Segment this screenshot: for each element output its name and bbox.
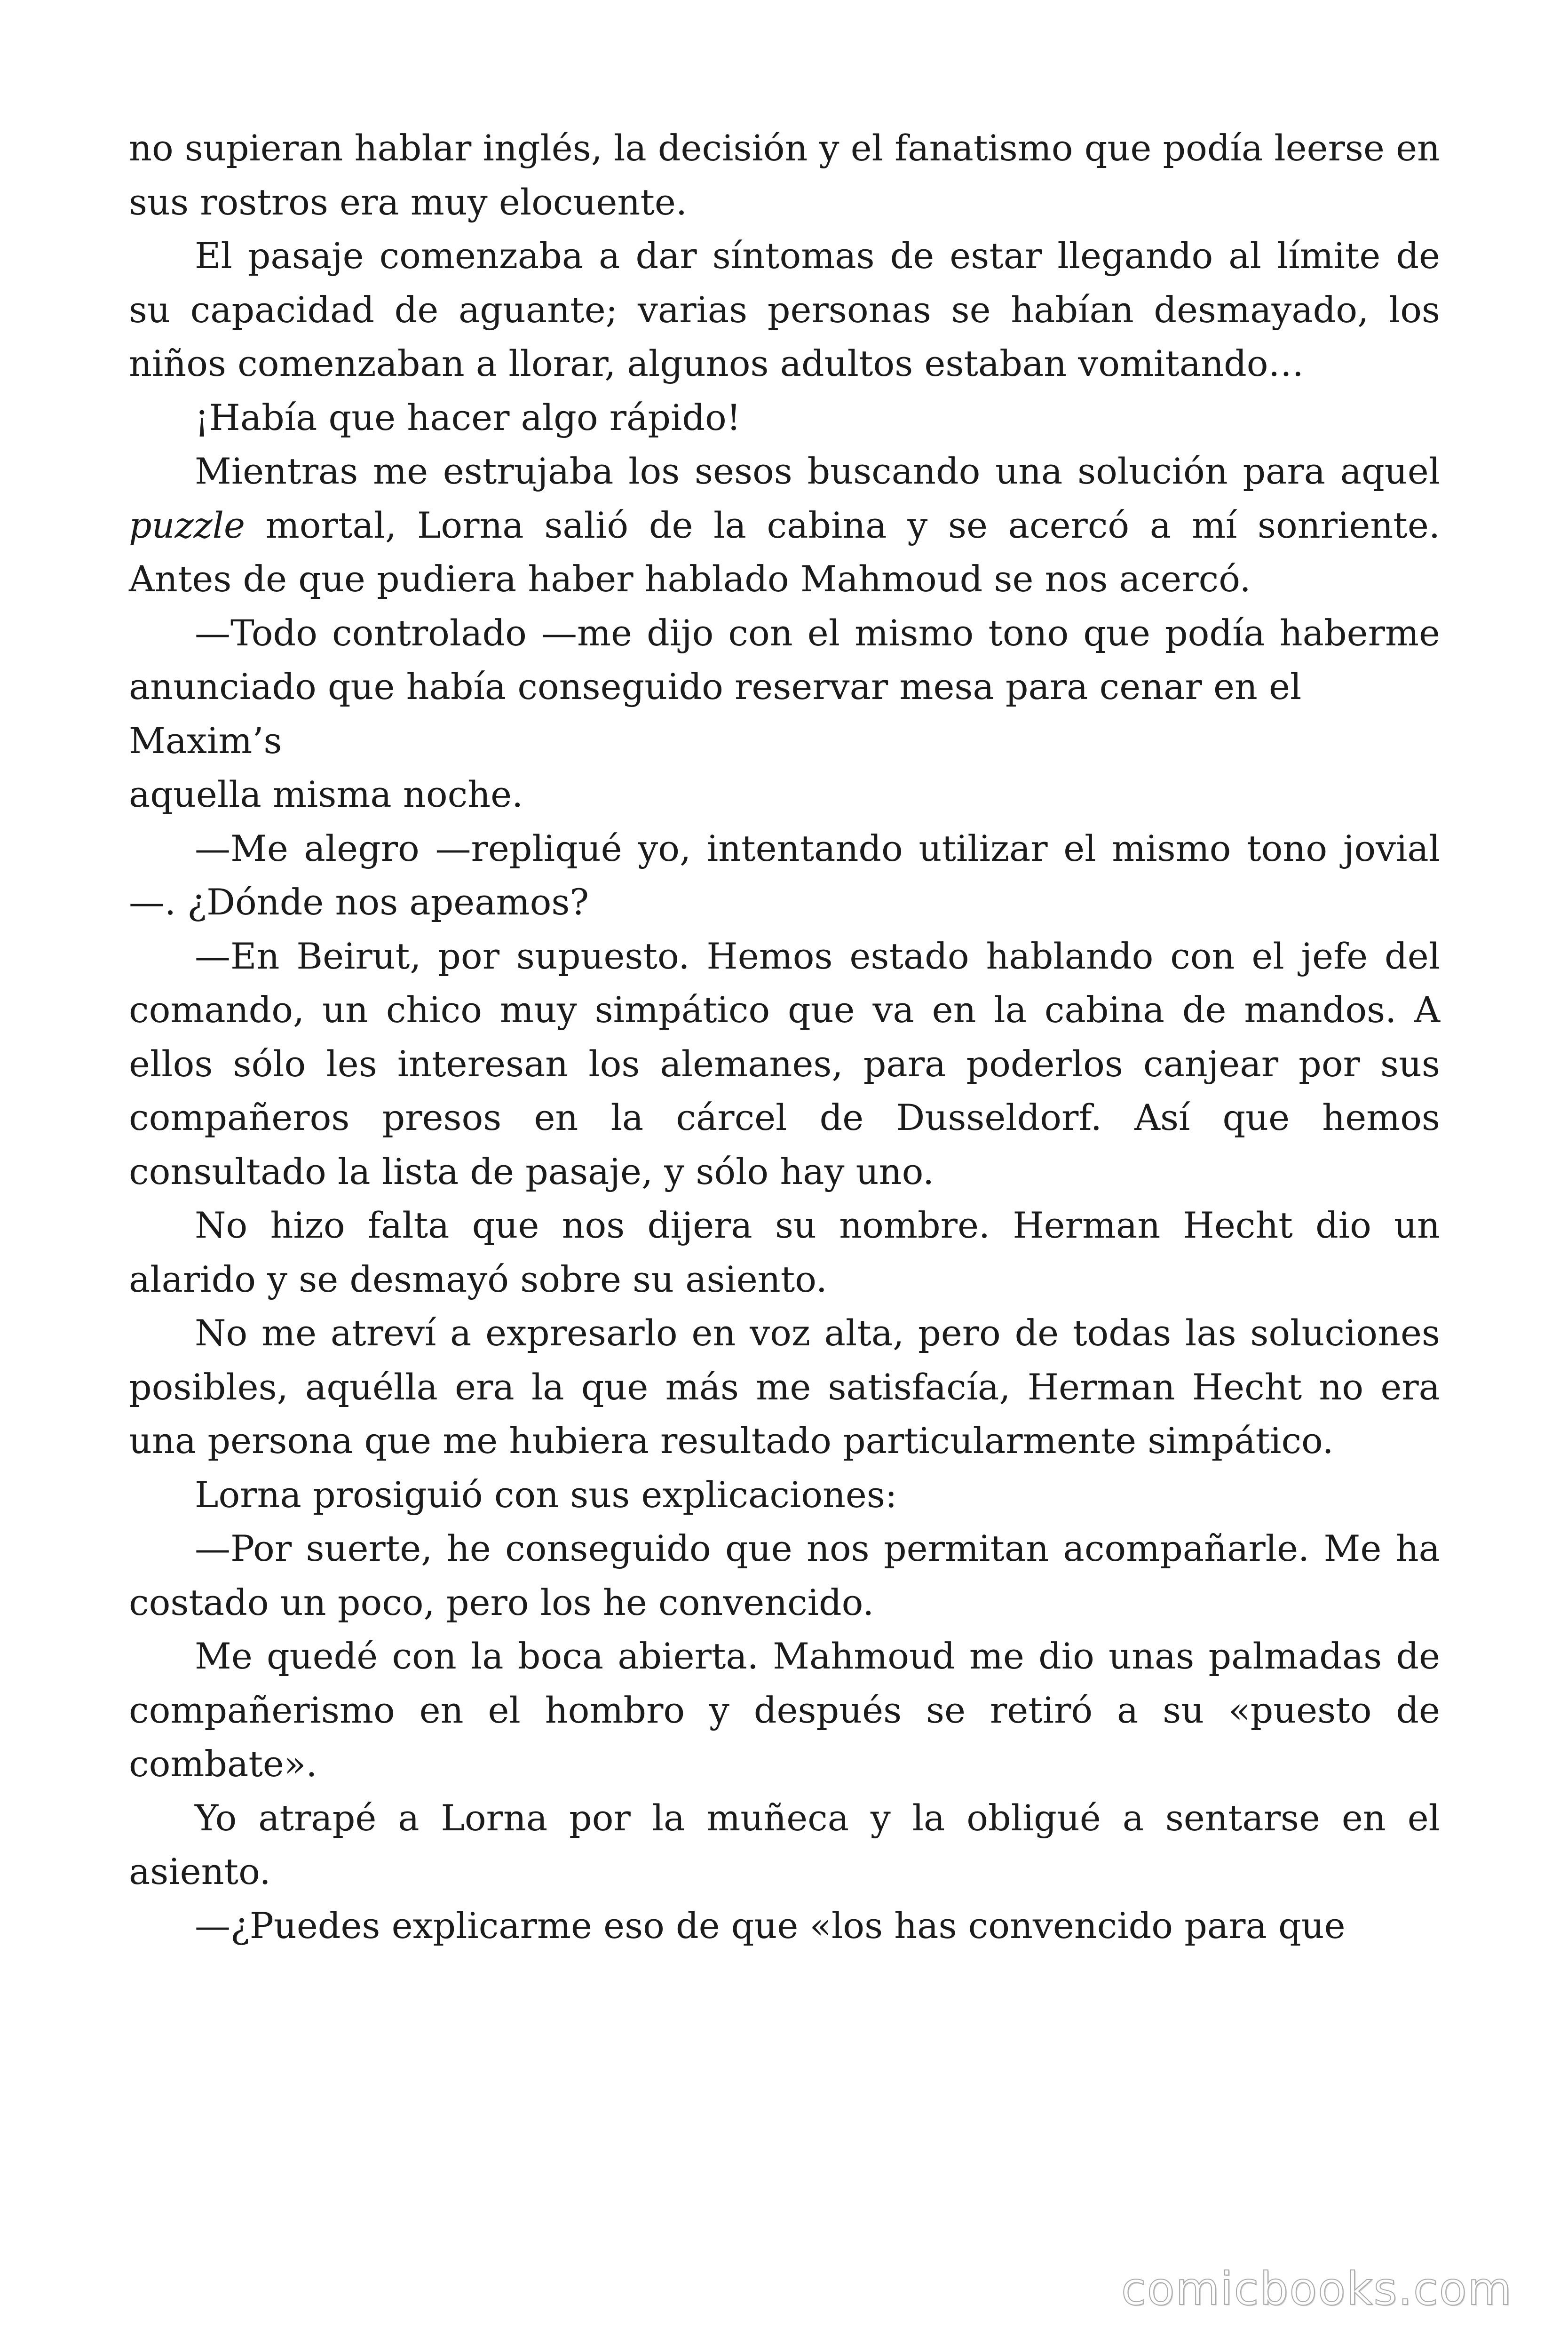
paragraph-text: Mientras me estrujaba los sesos buscando una solución para aquel <box>195 450 1440 492</box>
paragraph: —Todo controlado —me dijo con el mismo tono que podía haberme anunciado que había conseguido reservar mesa para cenar en el <box>129 612 1440 707</box>
paragraph <box>129 445 1440 606</box>
paragraph: Me quedé con la boca abierta. Mahmoud me dio unas palmadas de compañerismo en el hombro y después se retiró a su «puesto de combate». <box>129 1635 1440 1785</box>
paragraph: El pasaje comenzaba a dar síntomas de estar llegando al límite de su capacidad de aguante; varias personas se habían desmayado, los niños comenzaban a llorar, algunos adultos estaban vomitando… <box>129 235 1440 384</box>
paragraph: —¿Puedes explicarme eso de que «los has convencido para que <box>195 1904 1346 1947</box>
paragraph: no supieran hablar inglés, la decisión y el fanatismo que podía leerse en sus rostros era muy elocuente. <box>129 127 1440 223</box>
italic-word: puzzle <box>129 504 245 546</box>
page-body-text <box>129 121 1440 1953</box>
paragraph: No hizo falta que nos dijera su nombre. Herman Hecht dio un alarido y se desmayó sobre su asiento. <box>129 1204 1440 1300</box>
site-watermark: comicbooks.com <box>1121 2263 1513 2315</box>
paragraph: No me atreví a expresarlo en voz alta, pero de todas las soluciones posibles, aquélla era la que más me satisfacía, Herman Hecht no era una persona que me hubiera resultado particularmente simpático. <box>129 1312 1440 1462</box>
paragraph-text: mortal, Lorna salió de la cabina y se acercó a mí sonriente. Antes de que pudiera haber hablado Mahmoud se nos acercó. <box>129 504 1440 600</box>
paragraph: Yo atrapé a Lorna por la muñeca y la obligué a sentarse en el asiento. <box>129 1796 1440 1892</box>
paragraph: ¡Había que hacer algo rápido! <box>195 396 741 438</box>
paragraph: Maxim’s <box>129 719 282 762</box>
paragraph: Lorna prosiguió con sus explicaciones: <box>195 1473 897 1516</box>
paragraph: —Me alegro —repliqué yo, intentando utilizar el mismo tono jovial—. ¿Dónde nos apeamos? <box>129 827 1440 923</box>
paragraph: —Por suerte, he conseguido que nos permitan acompañarle. Me ha costado un poco, pero los he convencido. <box>129 1527 1440 1623</box>
paragraph: —En Beirut, por supuesto. Hemos estado hablando con el jefe del comando, un chico muy simpático que va en la cabina de mandos. A ellos sólo les interesan los alemanes, para poderlos canjear por sus compañeros presos en la cárcel de Dusseldorf. Así que hemos consultado la lista de pasaje, y sólo hay uno. <box>129 935 1440 1192</box>
paragraph: aquella misma noche. <box>129 773 523 815</box>
